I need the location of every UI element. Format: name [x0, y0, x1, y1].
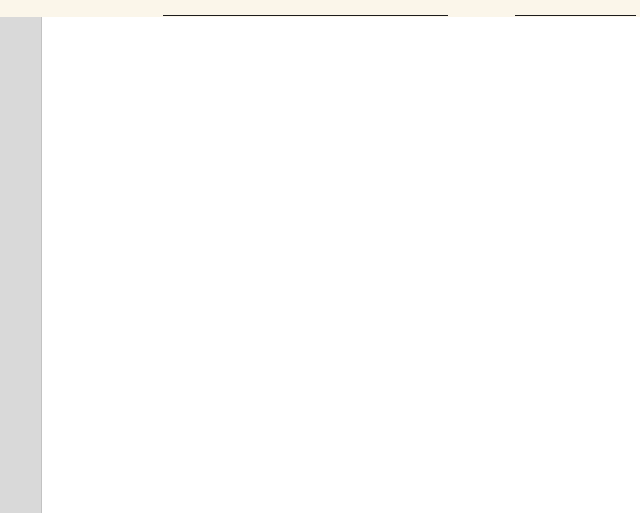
notes-section	[99, 333, 601, 348]
viewer-gutter	[0, 17, 42, 513]
date-underline	[515, 15, 636, 16]
protection-banner	[252, 0, 264, 5]
hospital-underline	[163, 15, 448, 16]
